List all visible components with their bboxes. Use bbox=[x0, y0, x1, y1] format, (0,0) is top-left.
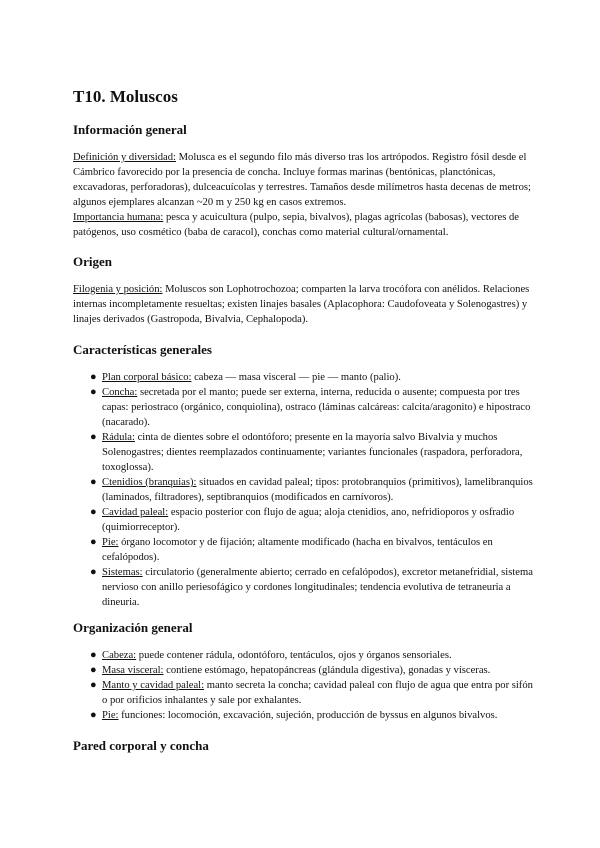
list-item bbox=[73, 678, 533, 708]
organization-list bbox=[73, 648, 533, 723]
list-item bbox=[73, 708, 533, 723]
bullet-icon: ● bbox=[90, 566, 97, 578]
paragraph-text: Molusca es el segundo filo más diverso tras los artrópodos. Registro fósil desde el Cámbrico favorecido por la presencia de concha. Incluye formas marinas (bentónicas, planctónicas, excavadoras, perforadoras), dulceacuícolas y terrestres. Tamaños desde milímetros hasta decenas de metros; algunos ejemplares alcanzan ~20 m y 250 kg en casos extremos. bbox=[73, 152, 531, 208]
list-item bbox=[73, 535, 533, 565]
item-text: espacio posterior con flujo de agua; aloja ctenidios, ano, nefridioporos y osfradio (quimiorreceptor). bbox=[102, 507, 515, 533]
section-heading: Características generales bbox=[73, 342, 212, 357]
item-label: Rádula: bbox=[102, 432, 135, 443]
bullet-icon: ● bbox=[90, 386, 97, 398]
section-informacion-general bbox=[73, 122, 533, 240]
paragraph-definicion bbox=[73, 150, 533, 210]
list-item bbox=[73, 475, 533, 505]
section-heading: Pared corporal y concha bbox=[73, 738, 209, 753]
item-label: Cabeza: bbox=[102, 650, 137, 661]
section-heading: Origen bbox=[73, 254, 112, 269]
section-heading: Organización general bbox=[73, 620, 193, 635]
paragraph-filogenia bbox=[73, 282, 533, 327]
section-heading: Información general bbox=[73, 122, 187, 137]
item-text: manto secreta la concha; cavidad paleal con flujo de agua que entra por sifón o por orificios inhalantes y sale por exhalantes. bbox=[102, 680, 533, 706]
paragraph-label: Definición y diversidad: bbox=[73, 152, 176, 163]
bullet-icon: ● bbox=[90, 664, 97, 676]
bullet-icon: ● bbox=[90, 709, 97, 721]
bullet-icon: ● bbox=[90, 431, 97, 443]
section-origen bbox=[73, 254, 533, 327]
bullet-icon: ● bbox=[90, 649, 97, 661]
item-text: funciones: locomoción, excavación, sujeción, producción de byssus en algunos bivalvos. bbox=[118, 710, 498, 721]
bullet-icon: ● bbox=[90, 371, 97, 383]
paragraph-importancia bbox=[73, 210, 533, 240]
item-label: Manto y cavidad paleal: bbox=[102, 680, 205, 691]
item-label: Pie: bbox=[102, 537, 119, 548]
document-title: T10. Moluscos bbox=[73, 87, 178, 106]
item-text: cabeza — masa visceral — pie — manto (palio). bbox=[191, 372, 401, 383]
list-item bbox=[73, 505, 533, 535]
list-item bbox=[73, 430, 533, 475]
item-label: Concha: bbox=[102, 387, 138, 398]
item-text: situados en cavidad paleal; tipos: protobranquios (primitivos), lamelibranquios (laminados, filtradores), septibranquios (modificados en carnívoros). bbox=[102, 477, 533, 503]
bullet-icon: ● bbox=[90, 679, 97, 691]
item-label: Pie: bbox=[102, 710, 119, 721]
list-item bbox=[73, 663, 533, 678]
paragraph-text: pesca y acuicultura (pulpo, sepia, bivalvos), plagas agrícolas (babosas), vectores de patógenos, uso cosmético (baba de caracol), conchas como material cultural/ornamental. bbox=[73, 212, 519, 238]
list-item bbox=[73, 370, 533, 385]
item-label: Cavidad paleal: bbox=[102, 507, 169, 518]
list-item bbox=[73, 565, 533, 610]
section-pared-corporal bbox=[73, 738, 533, 766]
item-text: contiene estómago, hepatopáncreas (glándula digestiva), gonadas y vísceras. bbox=[163, 665, 491, 676]
item-text: cinta de dientes sobre el odontóforo; presente en la mayoría salvo Bivalvia y muchos Solenogastres; dientes reemplazados continuamente; variantes funcionales (raspadora, perforadora, toxoglossa). bbox=[102, 432, 523, 473]
paragraph-label: Importancia humana: bbox=[73, 212, 164, 223]
bullet-icon: ● bbox=[90, 506, 97, 518]
item-label: Ctenidios (branquias): bbox=[102, 477, 197, 488]
list-item bbox=[73, 648, 533, 663]
item-text: órgano locomotor y de fijación; altamente modificado (hacha en bivalvos, tentáculos en cefalópodos). bbox=[102, 537, 493, 563]
item-label: Sistemas: bbox=[102, 567, 143, 578]
features-list bbox=[73, 370, 533, 610]
bullet-icon: ● bbox=[90, 536, 97, 548]
item-text: circulatorio (generalmente abierto; cerrado en cefalópodos), excretor metanefridial, sistema nervioso con anillo periesofágico y cordones longitudinales; tendencia evolutiva de tetraneuria a dineuria. bbox=[102, 567, 533, 608]
item-text: puede contener rádula, odontóforo, tentáculos, ojos y órganos sensoriales. bbox=[136, 650, 452, 661]
list-item bbox=[73, 385, 533, 430]
section-caracteristicas-generales bbox=[73, 342, 533, 610]
paragraph-text: Moluscos son Lophotrochozoa; comparten la larva trocófora con anélidos. Relaciones internas incompletamente resueltas; existen linajes basales (Aplacophora: Caudofoveata y Solenogastres) y linajes derivados (Gastropoda, Bivalvia, Cephalopoda). bbox=[73, 284, 530, 325]
paragraph-label: Filogenia y posición: bbox=[73, 284, 163, 295]
section-organizacion-general bbox=[73, 620, 533, 723]
item-text: secretada por el manto; puede ser externa, interna, reducida o ausente; compuesta por tres capas: periostraco (orgánico, conquiolina), ostraco (láminas calcáreas: calcita/aragonito) e hipostraco (nacarado). bbox=[102, 387, 531, 428]
item-label: Masa visceral: bbox=[102, 665, 164, 676]
item-label: Plan corporal básico: bbox=[102, 372, 192, 383]
bullet-icon: ● bbox=[90, 476, 97, 488]
